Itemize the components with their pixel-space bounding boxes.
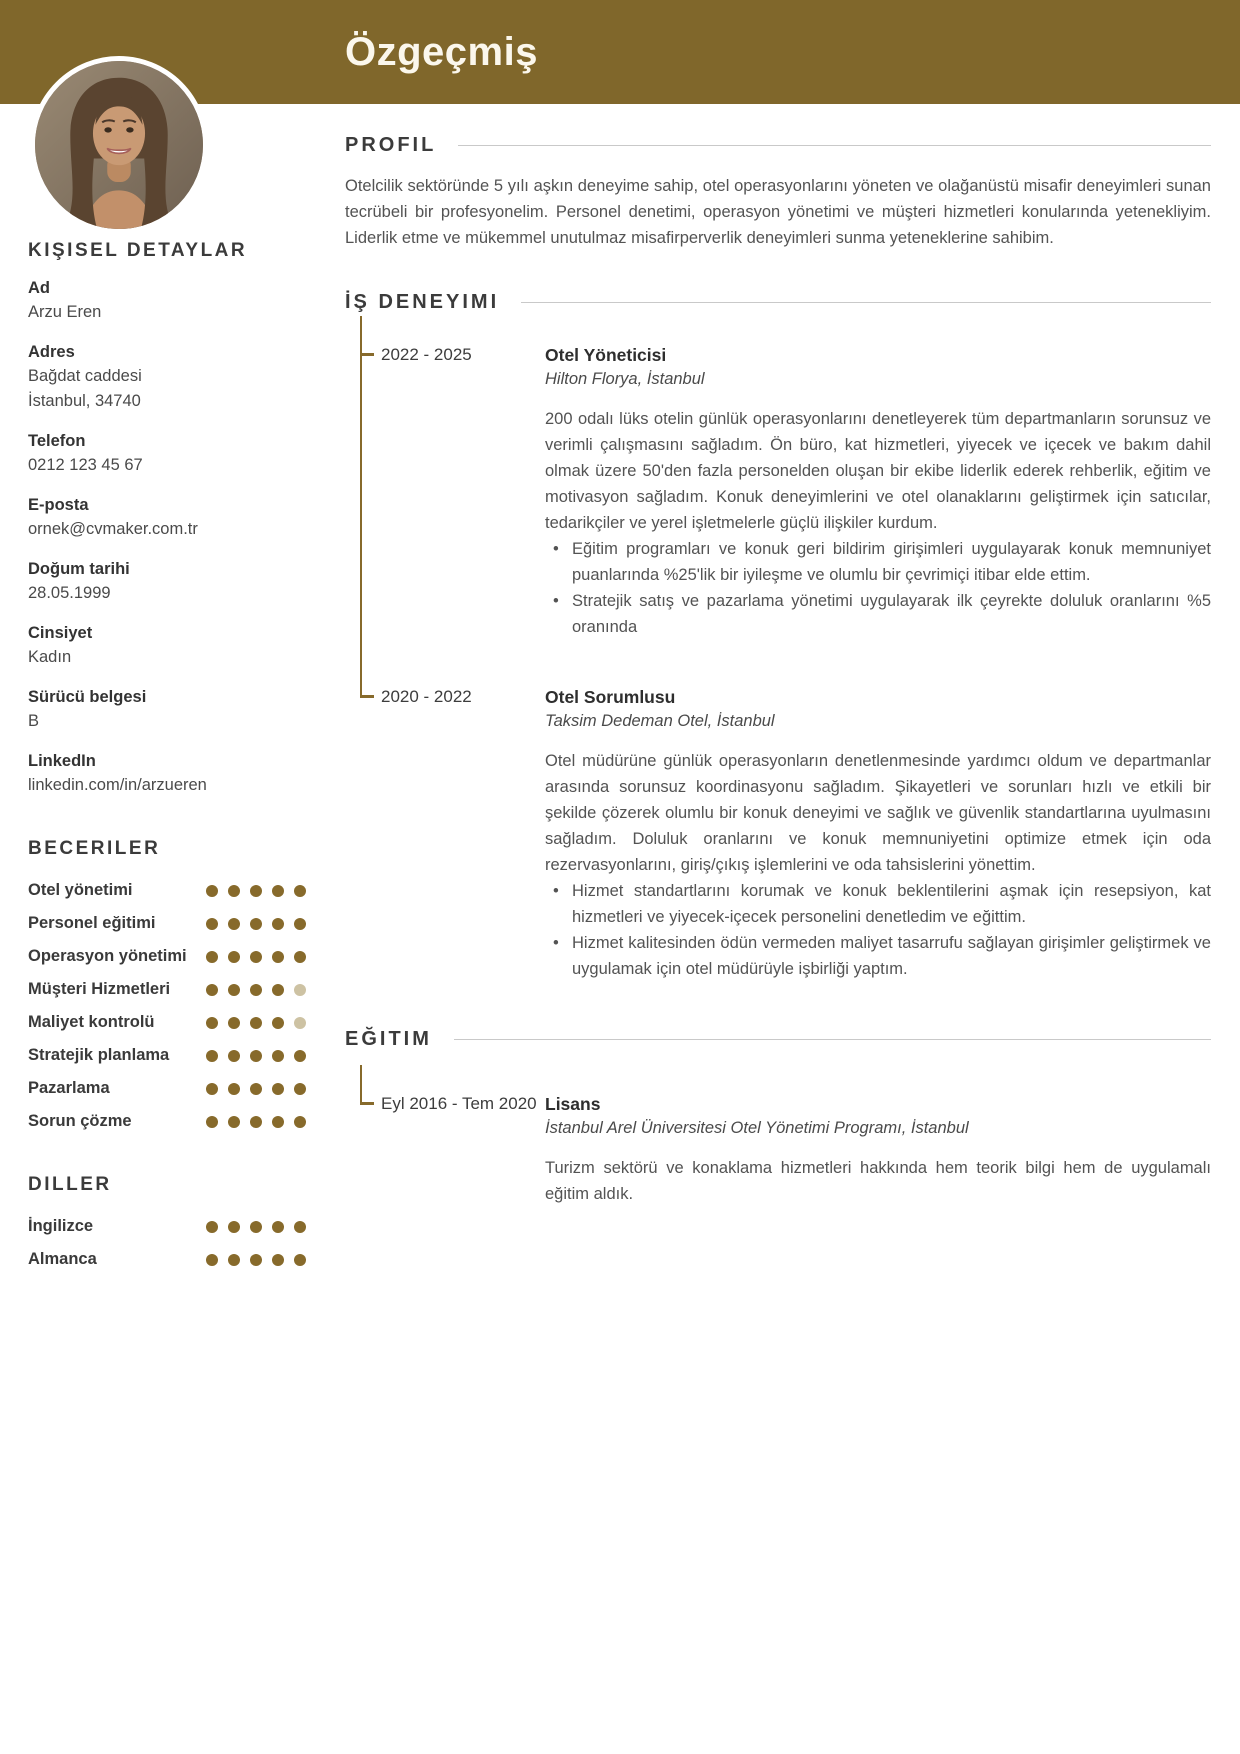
rating-dot xyxy=(250,951,262,963)
field-label: Ad xyxy=(28,279,50,297)
experience-heading: İŞ DENEYIMI xyxy=(345,291,500,313)
education-section-header xyxy=(345,1028,1211,1051)
skill-row xyxy=(28,1039,306,1072)
field-label: Telefon xyxy=(28,432,86,450)
education-entry xyxy=(345,1093,1211,1207)
rating-dot xyxy=(294,1050,306,1062)
entry-bullets xyxy=(545,536,1211,640)
skill-label: Sorun çözme xyxy=(28,1112,132,1130)
rating-dot xyxy=(206,1254,218,1266)
entry-description: Turizm sektörü ve konaklama hizmetleri hakkında hem teorik bilgi hem de uygulamalı eğitim aldık. xyxy=(545,1159,1211,1203)
entry-bullets xyxy=(545,878,1211,982)
language-label: Almanca xyxy=(28,1250,97,1268)
rating-dot xyxy=(272,1116,284,1128)
rating-dot xyxy=(294,1017,306,1029)
field-label: E-posta xyxy=(28,496,89,514)
rating-dot xyxy=(272,1050,284,1062)
field-value: B xyxy=(28,712,40,730)
experience-entry xyxy=(345,344,1211,640)
avatar-eye-right xyxy=(126,127,133,132)
rating-dot xyxy=(294,1116,306,1128)
education-timeline xyxy=(345,1093,1211,1207)
field-birthdate xyxy=(28,557,306,606)
rating-dot xyxy=(250,1083,262,1095)
timeline-tick xyxy=(360,695,374,698)
field-gender xyxy=(28,621,306,670)
rating-dot xyxy=(272,1017,284,1029)
skill-label: Müşteri Hizmetleri xyxy=(28,980,171,998)
education-heading: EĞITIM xyxy=(345,1028,432,1050)
rating-dot xyxy=(228,1116,240,1128)
skill-rating xyxy=(206,1116,306,1128)
entry-organization: Taksim Dedeman Otel, İstanbul xyxy=(545,712,775,730)
rating-dot xyxy=(228,1017,240,1029)
rating-dot xyxy=(206,1017,218,1029)
experience-timeline xyxy=(345,344,1211,982)
rating-dot xyxy=(206,1116,218,1128)
rating-dot xyxy=(250,885,262,897)
field-name xyxy=(28,276,306,325)
field-label: Adres xyxy=(28,343,75,361)
field-label: Doğum tarihi xyxy=(28,560,130,578)
profile-text: Otelcilik sektöründe 5 yılı aşkın deneyime sahip, otel operasyonlarını yöneten ve olağanüstü misafir deneyimleri sunan tecrübeli bir profesyonelim. Personel denetimi, operasyon yönetimi ve müşteri hizmetleri konularında yetenekliyim. Liderlik etme ve mükemmel unutulmaz misafirperverlik deneyimleri sunma yeteneklerine sahibim. xyxy=(345,177,1211,247)
rating-dot xyxy=(272,951,284,963)
field-value: linkedin.com/in/arzueren xyxy=(28,776,207,794)
rating-dot xyxy=(250,918,262,930)
field-value: Bağdat caddesi xyxy=(28,367,142,385)
entry-period: 2020 - 2022 xyxy=(381,687,472,706)
rating-dot xyxy=(250,1017,262,1029)
field-value: Arzu Eren xyxy=(28,303,102,321)
rating-dot xyxy=(206,885,218,897)
rating-dot xyxy=(272,1221,284,1233)
field-phone xyxy=(28,429,306,478)
timeline-tick xyxy=(360,353,374,356)
rating-dot xyxy=(206,918,218,930)
entry-organization: Hilton Florya, İstanbul xyxy=(545,370,705,388)
skill-rating xyxy=(206,984,306,996)
skill-label: Stratejik planlama xyxy=(28,1046,170,1064)
rating-dot xyxy=(294,984,306,996)
language-row xyxy=(28,1210,306,1243)
skill-label: Personel eğitimi xyxy=(28,914,156,932)
experience-section-header xyxy=(345,291,1211,314)
skill-label: Pazarlama xyxy=(28,1079,110,1097)
field-value: ornek@cvmaker.com.tr xyxy=(28,520,198,538)
skill-row xyxy=(28,973,306,1006)
avatar-eye-left xyxy=(104,127,111,132)
field-label: Sürücü belgesi xyxy=(28,688,147,706)
experience-entry xyxy=(345,686,1211,982)
rating-dot xyxy=(228,1254,240,1266)
skill-rating xyxy=(206,1050,306,1062)
languages-heading: DILLER xyxy=(28,1174,112,1195)
rating-dot xyxy=(250,1050,262,1062)
bullet-item: • Eğitim programları ve konuk geri bildirim girişimleri uygulayarak konuk memnuniyet puanlarında %25'lik bir iyileşme ve olumlu bir çevrimiçi itibar elde ettim. xyxy=(545,536,1211,588)
section-divider xyxy=(458,145,1211,146)
page-title: Özgeçmiş xyxy=(345,29,538,74)
bullet-item: • Stratejik satış ve pazarlama yönetimi uygulayarak ilk çeyrekte doluluk oranlarını %5 oranında xyxy=(545,588,1211,640)
rating-dot xyxy=(294,1083,306,1095)
rating-dot xyxy=(272,984,284,996)
rating-dot xyxy=(250,1221,262,1233)
entry-period: 2022 - 2025 xyxy=(381,345,472,364)
skill-rating xyxy=(206,885,306,897)
skills-heading: BECERILER xyxy=(28,838,161,859)
language-label: İngilizce xyxy=(28,1217,94,1235)
rating-dot xyxy=(250,984,262,996)
skill-label: Otel yönetimi xyxy=(28,881,133,899)
profile-photo xyxy=(30,56,208,234)
skill-row xyxy=(28,907,306,940)
language-row xyxy=(28,1243,306,1276)
rating-dot xyxy=(294,885,306,897)
field-address xyxy=(28,340,306,414)
rating-dot xyxy=(228,1221,240,1233)
rating-dot xyxy=(272,918,284,930)
entry-description: Otel müdürüne günlük operasyonların denetlenmesinde yardımcı oldum ve departmanlar arasında sorunsuz koordinasyonu sağladım. Şikayetleri ve sorunları hızlı ve etkili bir şekilde çözerek olumlu bir konuk deneyimi ve sağlık ve güvenlik standartlarına uyulmasını sağladım. Doluluk oranlarını ve konuk memnuniyetini optimize etmek için oda rezervasyonlarını, giriş/çıkış işlemlerini ve oda tahsislerini yönettim. xyxy=(545,752,1211,874)
field-value: 28.05.1999 xyxy=(28,584,111,602)
skill-label: Maliyet kontrolü xyxy=(28,1013,155,1031)
rating-dot xyxy=(294,918,306,930)
entry-period: Eyl 2016 - Tem 2020 xyxy=(381,1094,537,1113)
personal-details-heading: KIŞISEL DETAYLAR xyxy=(28,240,248,261)
entry-title: Lisans xyxy=(545,1094,601,1114)
field-value: İstanbul, 34740 xyxy=(28,392,141,410)
rating-dot xyxy=(272,885,284,897)
rating-dot xyxy=(228,984,240,996)
languages-section xyxy=(28,1174,306,1276)
skill-row xyxy=(28,940,306,973)
rating-dot xyxy=(206,951,218,963)
rating-dot xyxy=(206,984,218,996)
rating-dot xyxy=(228,885,240,897)
field-driving-license xyxy=(28,685,306,734)
field-value: Kadın xyxy=(28,648,72,666)
rating-dot xyxy=(206,1083,218,1095)
rating-dot xyxy=(272,1083,284,1095)
skill-row xyxy=(28,1006,306,1039)
entry-organization: İstanbul Arel Üniversitesi Otel Yönetimi Programı, İstanbul xyxy=(545,1119,969,1137)
main-column xyxy=(345,104,1211,1207)
field-label: LinkedIn xyxy=(28,752,96,770)
rating-dot xyxy=(228,1050,240,1062)
field-linkedin xyxy=(28,749,306,798)
timeline-tick xyxy=(360,1102,374,1105)
rating-dot xyxy=(228,918,240,930)
skills-section xyxy=(28,838,306,1138)
skill-row xyxy=(28,1105,306,1138)
language-rating xyxy=(206,1221,306,1233)
rating-dot xyxy=(250,1254,262,1266)
rating-dot xyxy=(228,1083,240,1095)
rating-dot xyxy=(228,951,240,963)
field-email xyxy=(28,493,306,542)
skill-rating xyxy=(206,1017,306,1029)
profile-section-header xyxy=(345,134,1211,157)
entry-title: Otel Yöneticisi xyxy=(545,345,667,365)
section-divider xyxy=(521,302,1211,303)
rating-dot xyxy=(206,1050,218,1062)
rating-dot xyxy=(294,1254,306,1266)
skill-row xyxy=(28,1072,306,1105)
skill-label: Operasyon yönetimi xyxy=(28,947,187,965)
bullet-item: • Hizmet kalitesinden ödün vermeden maliyet tasarrufu sağlayan girişimler geliştirmek ve uygulamak için otel müdürüyle işbirliği yaptım. xyxy=(545,930,1211,982)
sidebar xyxy=(28,240,306,1276)
entry-title: Otel Sorumlusu xyxy=(545,687,676,707)
skill-row xyxy=(28,874,306,907)
skill-rating xyxy=(206,951,306,963)
profile-heading: PROFIL xyxy=(345,134,437,156)
rating-dot xyxy=(272,1254,284,1266)
section-divider xyxy=(454,1039,1211,1040)
rating-dot xyxy=(250,1116,262,1128)
rating-dot xyxy=(206,1221,218,1233)
rating-dot xyxy=(294,951,306,963)
entry-description: 200 odalı lüks otelin günlük operasyonlarını denetleyerek tüm departmanların sorunsuz ve verimli çalışmasını sağladım. Ön büro, kat hizmetleri, yiyecek ve içecek ve bakım dahil olmak üzere 50'den fazla personelden oluşan bir ekibe liderlik ederek rehberlik, eğitim ve motivasyon sağladım. Konuk deneyimlerini ve otel olanaklarını geliştirmek için satıcılar, tedarikçiler ve yerel işletmelerle güçlü ilişkiler kurdum. xyxy=(545,410,1211,532)
rating-dot xyxy=(294,1221,306,1233)
avatar xyxy=(35,61,203,229)
field-value: 0212 123 45 67 xyxy=(28,456,143,474)
field-label: Cinsiyet xyxy=(28,624,93,642)
skill-rating xyxy=(206,1083,306,1095)
bullet-item: • Hizmet standartlarını korumak ve konuk beklentilerini aşmak için resepsiyon, kat hizmetleri ve yiyecek-içecek personelini denetledim ve eğittim. xyxy=(545,878,1211,930)
skill-rating xyxy=(206,918,306,930)
language-rating xyxy=(206,1254,306,1266)
